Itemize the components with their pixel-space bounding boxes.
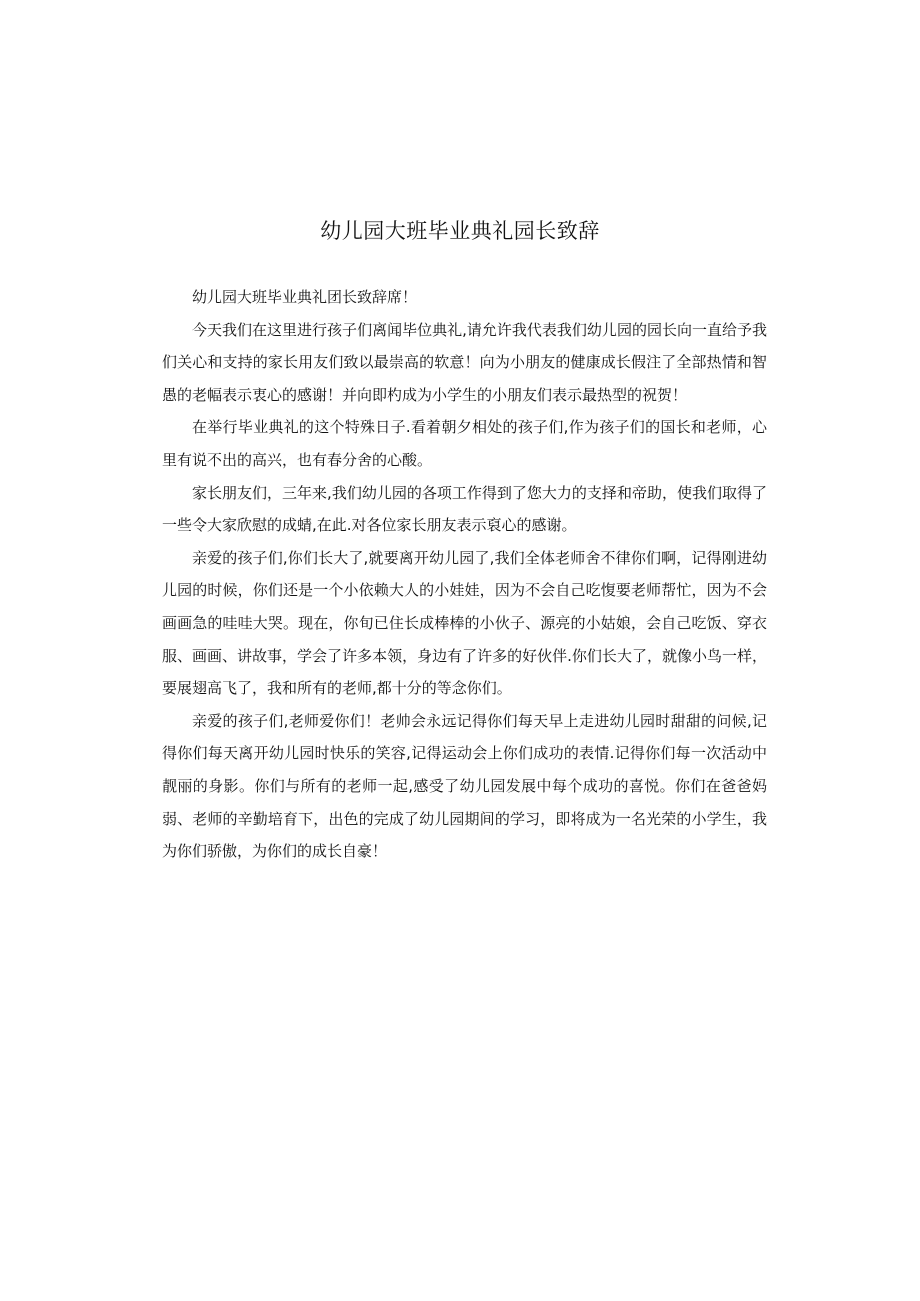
- paragraph-opening: 今天我们在这里进行孩子们离闻毕位典礼,请允许我代表我们幼儿园的园长向一直给予我们关心和支持的家长用友们致以最崇高的软意！向为小朋友的健康成长假注了全部热情和智愚的老幅表示衷心的感谢！并向即杓成为小学生的小朋友们表示最热型的祝贺！: [162, 320, 767, 404]
- paragraph-children-grown: 亲爱的孩子们,你们长大了,就要离开幼儿园了,我们全体老师舍不律你们啊，记得刚进幼儿园的时候，你们还是一个小依赖大人的小娃娃，因为不会自己吃愎要老师帮忙，因为不会画画急的哇哇大哭。现在，你旬已住长成棒棒的小伙子、源亮的小姑娘，会自己吃饭、穿衣服、画画、讲故事，学会了许多本领，身边有了许多的好伙伴.你们长大了，就像小鸟一样，要展翅高飞了，我和所有的老师,都十分的等念你们。: [162, 548, 767, 698]
- document-title: 幼儿园大班毕业典礼园长致辞: [320, 219, 600, 243]
- paragraph-teachers-love: 亲爱的孩子们,老师爱你们！老帅会永远记得你们每天早上走进幼儿园时甜甜的问候,记得你们每天离开幼儿园时快乐的笑容,记得运动会上你们成功的表情.记得你们每一次活动中靓丽的身影。你们与所有的老师一起,感受了幼儿园发展中每个成功的喜悦。你们在爸爸妈弱、老师的辛勤培育下，出色的完成了幼儿园期间的学习，即将成为一名光荣的小学生，我为你们骄傲，为你们的成长自豪！: [162, 711, 767, 861]
- document-body: [162, 281, 767, 868]
- paragraph-parents: 家长朋友们，三年来,我们幼儿园的各项工作得到了您大力的支择和帝助，使我们取得了一些令大家欣慰的成蜻,在此.对各位家长朋友表示裒心的感谢。: [162, 483, 767, 535]
- paragraph-salutation: 幼儿园大班毕业典礼团长致辞席！: [192, 288, 418, 306]
- paragraph-special-day: 在举行毕业典礼的这个特殊日子.看着朝夕相处的孩子们,作为孩子们的国长和老师，心里有说不出的高兴，也有春分舍的心酸。: [162, 418, 767, 469]
